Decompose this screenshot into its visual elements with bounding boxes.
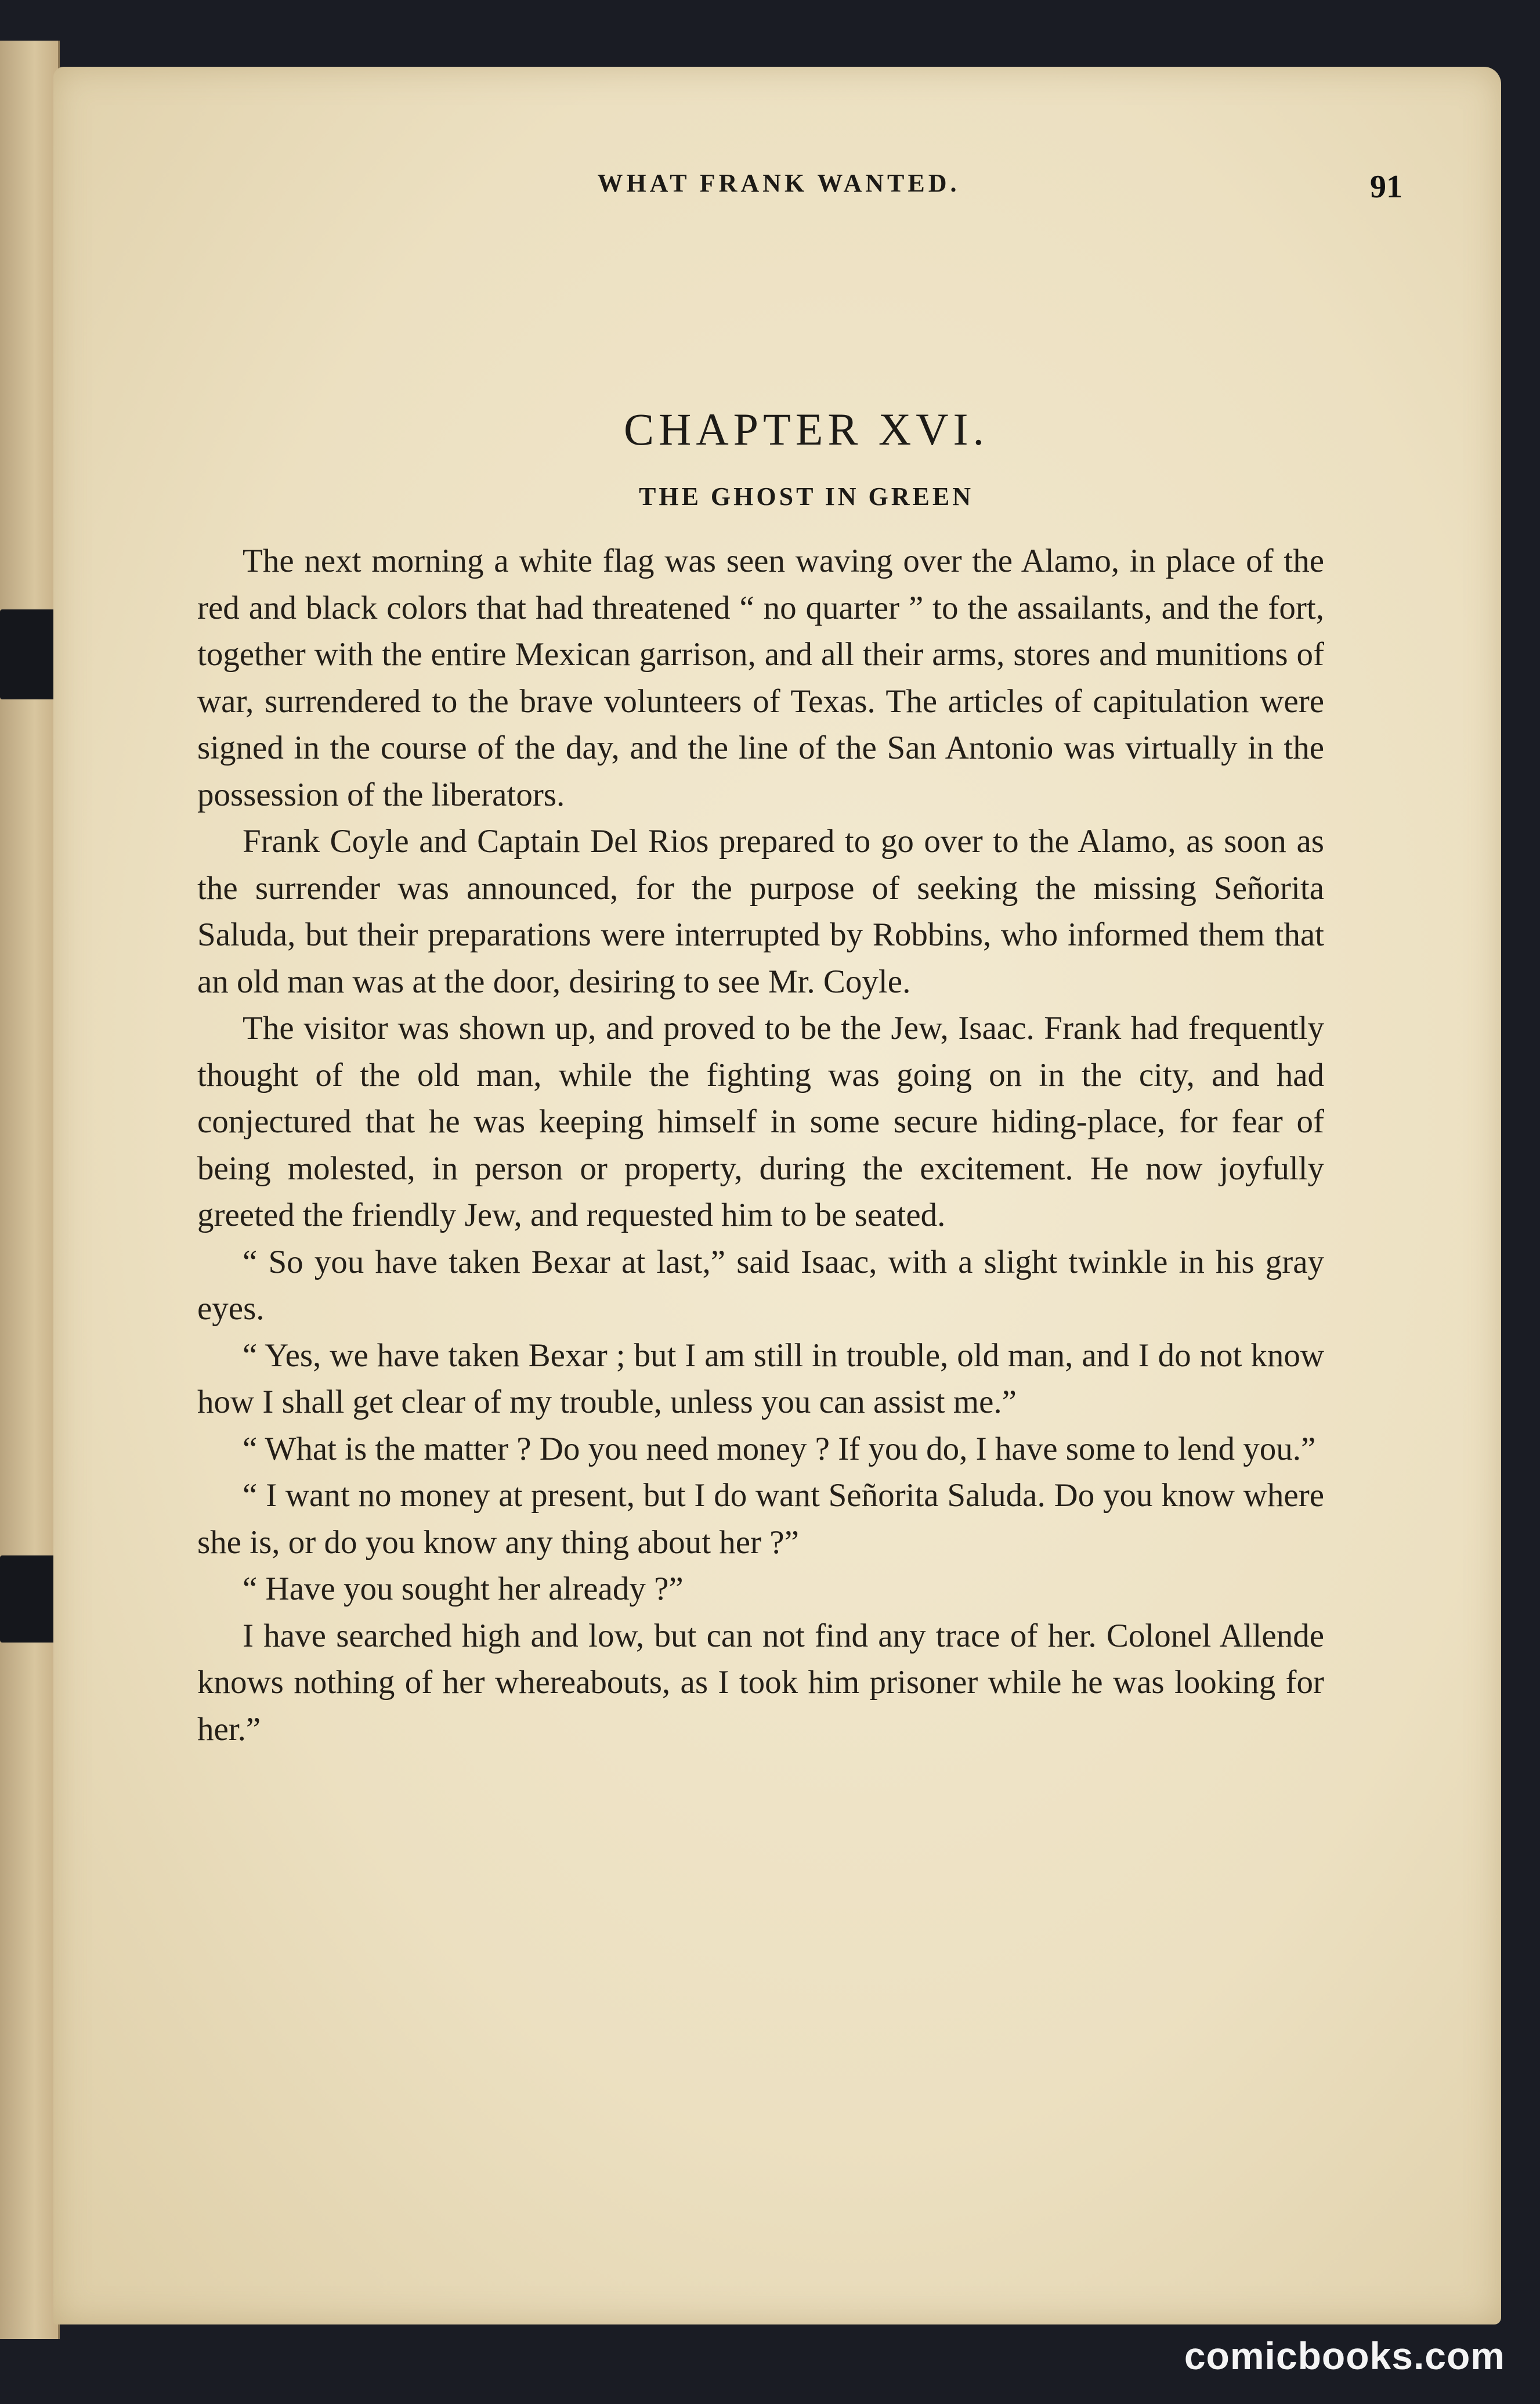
paragraph: “ I want no money at present, but I do want Señorita Saluda. Do you know where she is, or do you know any thing about her ?” — [197, 1477, 1324, 1561]
paragraph: “ Have you sought her already ?” — [243, 1571, 684, 1607]
page-number: 91 — [1370, 169, 1402, 205]
paragraph: “ Yes, we have taken Bexar ; but I am still in trouble, old man, and I do not know how I shall get clear of my trouble, unless you can assist me.” — [197, 1337, 1324, 1420]
watermark: comicbooks.com — [1184, 2334, 1505, 2377]
running-head — [53, 168, 1501, 215]
paragraph: “ What is the matter ? Do you need money ? If you do, I have some to lend you.” — [243, 1430, 1316, 1467]
paragraph: The next morning a white flag was seen waving over the Alamo, in place of the red and black colors that had threatened “ no quarter ” to the assailants, and the fort, together with the entire Mexican garrison, and all their arms, stores and munitions of war, surrendered to the brave volunteers of Texas. The articles of capitulation were signed in the course of the day, and the line of the San Antonio was virtually in the possession of the liberators. — [197, 543, 1324, 813]
body-text — [197, 538, 1324, 1753]
paragraph: The visitor was shown up, and proved to be the Jew, Isaac. Frank had frequently thought of the old man, while the fighting was going on in the city, and had conjectured that he was keeping himself in some secure hiding-place, for fear of being molested, in person or property, during the excitement. He now joyfully greeted the friendly Jew, and requested him to be seated. — [197, 1010, 1324, 1233]
left-page-edge — [0, 41, 60, 2339]
chapter-subtitle: THE GHOST IN GREEN — [639, 482, 974, 511]
book-page — [53, 67, 1501, 2324]
paragraph: I have searched high and low, but can not find any trace of her. Colonel Allende knows nothing of her whereabouts, as I took him prisoner while he was looking for her.” — [197, 1617, 1324, 1748]
running-head-title: WHAT FRANK WANTED. — [597, 169, 960, 197]
paragraph: Frank Coyle and Captain Del Rios prepared to go over to the Alamo, as soon as the surrender was announced, for the purpose of seeking the missing Señorita Saluda, but their preparations were interrupted by Robbins, who informed them that an old man was at the door, desiring to see Mr. Coyle. — [197, 823, 1324, 1000]
chapter-title: CHAPTER XVI. — [623, 404, 989, 454]
paragraph: “ So you have taken Bexar at last,” said Isaac, with a slight twinkle in his gray eyes. — [197, 1243, 1324, 1327]
